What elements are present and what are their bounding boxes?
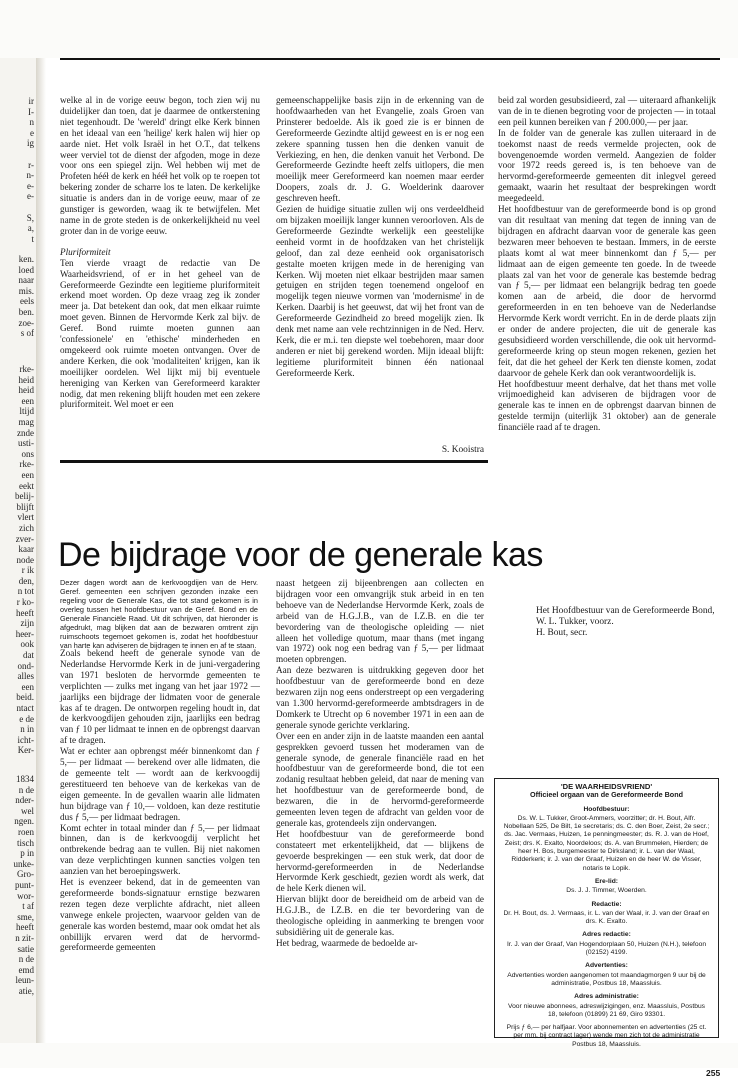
article1-subheading: Pluriformiteit <box>60 246 111 257</box>
top-rule <box>60 58 720 60</box>
gutter-shadow <box>36 58 46 1043</box>
article2-paragraph: Het bedrag, waarmede de bedoelde ar- <box>276 937 418 948</box>
masthead-text: Advertenties worden aangenomen tot maandagmorgen 9 uur bij de administratie, Postbus 18, Maassluis. <box>507 971 706 987</box>
article1-paragraph: Ten vierde vraagt de redactie van De Waarheidsvriend, of er in het geheel van de Gereformeerde Gezindte een legitieme pluriformiteit erkend moet worden. Op deze vraag zeg ik zonder meer ja. Dat betekent dan ook, dat men elkaar ruimte moet geven. Binnen de Hervormde Kerk zal bijv. de Geref. Bond ruimte moeten gunnen aan 'confessionele' en 'ethische' minderheden en omgekeerd ook ruimte moeten ontvangen. Over de andere Kerken, die ook 'modaliteiten' krijgen, kan ik moeilijker oordelen. Wel lijkt mij bij eventuele hereniging van Kerken van Gereformeerd karakter nodig, dat men rekening blijft houden met een zekere pluriformiteit. Wel moet er een <box>60 257 260 410</box>
signature-line: Het Hoofdbestuur van de Gereformeerde Bond, <box>536 606 715 616</box>
masthead-text: Voor nieuwe abonnees, adreswijzigingen, enz. Maassluis, Postbus 18, telefoon (01899) 21 69, Giro 93301. <box>507 1002 706 1018</box>
masthead-heading: Adres administratie: <box>574 993 639 1001</box>
page-number: 255 <box>706 1068 721 1078</box>
article2-column-3 <box>498 95 716 600</box>
previous-page-fragment-mid1: ken. loed naar mis. eels ben. zoe- s of <box>18 254 34 339</box>
masthead-heading: Adres redactie: <box>582 931 631 939</box>
masthead-text: Ds. W. L. Tukker, Groot-Ammers, voorzitter; dr. H. Bout, Alfr. Nobellaan 525, De Bilt, 1e secretaris; ds. C. den Boer, Zeist, 2e secr.; ds. Jac. Vermaas, Huizen, 1e penningmeester; ds. R. J. van de Hoef, Zeist; drs. K. Exalto, Noordeloos; ds. A. van Brummelen, Hierden; de heer H. Bos, burgemeester te Dirksland; ir. L. van der Waal, Ridderkerk; ir. J. van der Graaf, Huizen en de heer W. de Visser, notaris te Lopik. <box>503 814 710 872</box>
article2-headline: De bijdrage voor de generale kas <box>58 536 543 574</box>
article2-paragraph: Over een en ander zijn in de laatste maanden een aantal gesprekken gevoerd tussen het moderamen van de generale synode, de generale financiële raad en het hoofdbestuur van de gereformeerde bond, die tot een zodanig resultaat hebben geleid, dat naar de mening van het hoofdbestuur van de gereformeerde bond, de bezwaren, die in de hervormd-gereformeerde gemeenten leven tegen de afdracht van gelden voor de generale kas, grotendeels zijn ondervangen. <box>276 730 484 828</box>
article1-paragraph: Gezien de huidige situatie zullen wij ons verdeeldheid om bijzaken moeilijk langer kunnen veroorloven. Als de Gereformeerde Gezindte werkelijk een geestelijke eenheid vormt in de hoofdzaken van het christelijk geloof, dan zal deze eenheid ook organisatorisch gestalte moeten krijgen mede in de hereniging van Kerken. Wij moeten niet elkaar bestrijden maar samen getuigen en strijden tegen toenemend ongeloof en mogelijk tegen nieuwe vormen van 'modernisme' in de Kerken. Daarbij is het geeuwst, dat wij het front van de Gereformeerde Gezindheid zo breed mogelijk zien. Ik denk met name aan vele rechtzinnigen in de Ned. Herv. Kerk, die er m.i. ten diepste wel toebehoren, maar door anderen er niet bij gerekend worden. Mijn ideaal blijft: legitieme pluriformiteit binnen één nationaal Gereformeerde Kerk. <box>276 204 484 378</box>
article2-paragraph: Komt echter in totaal minder dan ƒ 5,— per lidmaat binnen, dan is de kerkvoogdij verplicht het ontbrekende bedrag aan te vullen. Bij niet nakomen van deze verplichtingen kunnen sancties volgen ten aanzien van het beroepingswerk. <box>60 822 260 877</box>
masthead-heading: Advertenties: <box>585 962 628 970</box>
article2-column-1 <box>60 648 260 1038</box>
article1-column-2 <box>276 95 484 425</box>
article1-paragraph: gemeenschappelijke basis zijn in de erkenning van de hoofdwaarheden van het Evangelie, zoals Groen van Prinsterer bedoelde. Als ik goed zie is er binnen de Gereformeerde Gezindte altijd geweest en is er nog een zekere spanning tussen hen die denken vanuit de Verkiezing, en hen, die denken vanuit het Verbond. De Gereformeerde Gezindte heeft zelfs uitlopers, die men moeilijk meer Gereformeerd kan noemen maar eerder Doopers, zoals dr. J. G. Woelderink daarover geschreven heeft. <box>276 95 484 204</box>
signature-line: H. Bout, secr. <box>536 628 588 638</box>
article1-column-1 <box>60 95 260 455</box>
article2-column-2 <box>276 578 484 1038</box>
previous-page-fragment-mid2: rke- heid heid een ltijd mag znde usti- ons rke- een eekt belij- blijft vlert zich zver- kaar node r ik den, n tot r ko- heeft zijn heer- ook dat ond- alles een beid. ntact e de n in icht- Ker- <box>15 364 34 756</box>
previous-page-fragment-top: ir I- n e ig r- n- e- e- S, a, t <box>26 96 34 244</box>
masthead-heading: Hoofdbestuur: <box>583 805 630 813</box>
masthead-text: Dr. H. Bout, ds. J. Vermaas, ir. L. van der Waal, ir. J. van der Graaf en drs. K. Exalto. <box>503 909 710 926</box>
magazine-page <box>46 58 738 1078</box>
masthead-subtitle: Officieel orgaan van de Gereformeerde Bond <box>530 790 683 800</box>
masthead-heading: Ere-lid: <box>594 877 619 885</box>
masthead-title: 'DE WAARHEIDSVRIEND' <box>560 782 653 791</box>
masthead-price: Prijs ƒ 6,— per halfjaar. Voor abonnementen en advertenties (25 ct. per mm, bij contract lager) wende men zich tot de administratie Postbus 18, Maassluis. <box>506 1024 707 1048</box>
masthead-text: Ds. J. J. Timmer, Woerden. <box>566 887 647 895</box>
signature-line: W. L. Tukker, voorz. <box>536 617 614 627</box>
article2-paragraph: Het hoofdbestuur meent derhalve, dat het thans met volle vrijmoedigheid kan adviseren de bijdragen voor de generale kas te innen en de opbrengst daarvan binnen de gestelde termijn (uiterlijk 31 oktober) aan de generale financiële raad af te dragen. <box>498 378 716 433</box>
article1-author: S. Kooistra <box>441 445 484 455</box>
article2-paragraph: Zoals bekend heeft de generale synode van de Nederlandse Hervormde Kerk in de juni-vergadering van 1971 besloten de hervormde gemeenten te verplichten — zulks met ingang van het jaar 1972 — jaarlijks een bijdrage der lidmaten voor de generale kas af te dragen. De ontworpen regeling houdt in, dat de kerkvoogdijen gehouden zijn, jaarlijks een bedrag van ƒ 10 per lidmaat te innen en de opbrengst daarvan af te dragen. <box>60 648 260 746</box>
previous-page-edge <box>0 58 37 1043</box>
article2-paragraph: Hiervan blijkt door de bereidheid om de arbeid van de H.G.J.B., de I.Z.B. en die ter bevordering van de theologische opleiding in aanmerking te brengen voor subsidiëring uit de generale kas. <box>276 894 484 937</box>
article2-paragraph: Wat er echter aan opbrengst méér binnenkomt dan ƒ 5,— per lidmaat — berekend over alle lidmaten, die de gemeente telt — wordt aan de kerkvoogdij gerestitueerd ten behoeve van de kerkekas van de eigen gemeente. In de gevallen waarin alle lidmaten hun bijdrage van ƒ 10,— voldoen, kan deze restitutie dus ƒ 5,— per lidmaat bedragen. <box>60 746 260 822</box>
masthead-text: Ir. J. van der Graaf, Van Hogendorplaan 50, Huizen (N.H.), telefoon (02152) 4199. <box>506 940 707 957</box>
article2-signature <box>536 606 716 639</box>
article2-paragraph: beid zal worden gesubsidieerd, zal — uiteraard afhankelijk van de in te dienen begroting voor de projecten — in totaal een peil kunnen bereiken van ƒ 200.000,— per jaar. <box>498 95 716 127</box>
article2-paragraph: In de folder van de generale kas zullen uiteraard in de toekomst naast de reeds vermelde projecten, ook de bovengenoemde worden vermeld. Aangezien de folder voor 1972 reeds gereed is, is ten behoeve van de hervormd-gereformeerde gemeenten dit inlegvel gereed gemaakt, waarin het resultaat der besprekingen wordt meegedeeld. <box>498 127 716 204</box>
article1-paragraph: welke al in de vorige eeuw begon, toch zien wij nu duidelijker dan toen, dat je daarmee de ontkerstening niet tegenhoudt. De 'wereld' dringt elke Kerk binnen en het ideaal van een 'heilige' kerk halen wij hier op aarde niet. Het volk Israël in het O.T., dat telkens weer verviel tot de dienst der afgoden, moge in deze voor ons een spiegel zijn. Wel hebben wij met de Profeten hééł de kerk en hééł het volk op te roepen tot bekering zonder de scharre los te laten. De kerkelijke situatie is anders dan in de vorige eeuw, maar of ze gunstiger is geworden, waag ik te betwijfelen. Met name in de grote steden is de onkerkelijkheid nu veel groter dan in de vorige eeuw. <box>60 95 260 236</box>
article2-intro: Dezer dagen wordt aan de kerkvoogdijen van de Herv. Geref. gemeenten een schrijven gezonden inzake een regeling voor de Generale Kas, die tot stand gekomen is in overleg tussen het hoofdbestuur van de Geref. Bond en de Generale Financiële Raad. Uit dit schrijven, dat hieronder is afgedrukt, mag blijken dat aan de bezwaren omtrent zijn ruimschoots tegemoet gekomen is, zodat het hoofdbestuur van harte kan adviseren de bijdragen te innen en af te staan. <box>60 578 258 650</box>
article2-paragraph: Het hoofdbestuur van de gereformeerde bond is op grond van dit resultaat van mening dat tegen de inning van de bijdragen en afdracht daarvan voor de generale kas geen bezwaren meer behoeven te bestaan. Immers, in de eerste plaats komt al wat meer binnenkomt dan ƒ 5,— per lidmaat aan de eigen gemeente ten goede. In de tweede plaats zal van het voor de generale kas bestemde bedrag van ƒ 5,— per lidmaat een belangrijk bedrag ten goede komen aan de arbeid, die door de hervormd gereformeerden in en ten behoeve van de Nederlandse Hervormde Kerk wordt verricht. En in de derde plaats zijn er onder de andere projecten, die uit de generale kas gesubsidieerd worden verschillende, die ook uit hervormd-gereformeerde kring op steun mogen rekenen, gezien het feit, dat die het geheel der Kerk ten dienste komen, zodat daarvoor de gehele Kerk dan ook verantwoordelijk is. <box>498 204 716 378</box>
article2-paragraph: Het hoofdbestuur van de gereformeerde bond constateert met erkentelijkheid, dat — blijkens de gevoerde besprekingen — een stuk werk, dat door de hervormd-gereformeerden in de Nederlandse Hervormde Kerk geschiedt, gezien wordt als werk, dat de hele Kerk dienen wil. <box>276 828 484 894</box>
masthead-heading: Redactie: <box>591 900 622 908</box>
previous-page-fragment-bottom: 1834 n de nder- wel ngen. roen tisch p in unke- Gro- punt- wor- t af sme, heeft n zit- satie n de emd leun- atie, <box>13 774 34 996</box>
article2-paragraph: Het is evenzeer bekend, dat in de gemeenten van gereformeerde bonds-signatuur ernstige bezwaren rezen tegen deze verplichte afdracht, niet alleen vanwege enkele projecten, waarvoor gelden van de generale kas worden bestemd, maar ook omdat het als onbillijk ervaren werd dat de hervormd-gereformeerde gemeenten <box>60 877 260 953</box>
article2-paragraph: naast hetgeen zij bijeenbrengen aan collecten en bijdragen voor een omvangrijk stuk arbeid in en ten behoeve van de Nederlandse Hervormde Kerk, zoals de arbeid van de H.G.J.B., van de I.Z.B. en die ter bevordering van de theologische opleiding — niet alleen het volledige quotum, maar thans (met ingang van 1972) ook nog een bedrag van ƒ 5,— per lidmaat moeten opbrengen. <box>276 578 484 665</box>
article2-paragraph: Aan deze bezwaren is uitdrukking gegeven door het hoofdbestuur van de gereformeerde bond en deze bezwaren zijn nog eens onderstreept op een vergadering van 1.300 hervormd-gereformeerde ambtsdragers in de Domkerk te Utrecht op 6 november 1971 in een aan de generale synode gerichte verklaring. <box>276 665 484 730</box>
article-divider-rule <box>60 460 488 463</box>
masthead-box <box>494 778 719 1048</box>
